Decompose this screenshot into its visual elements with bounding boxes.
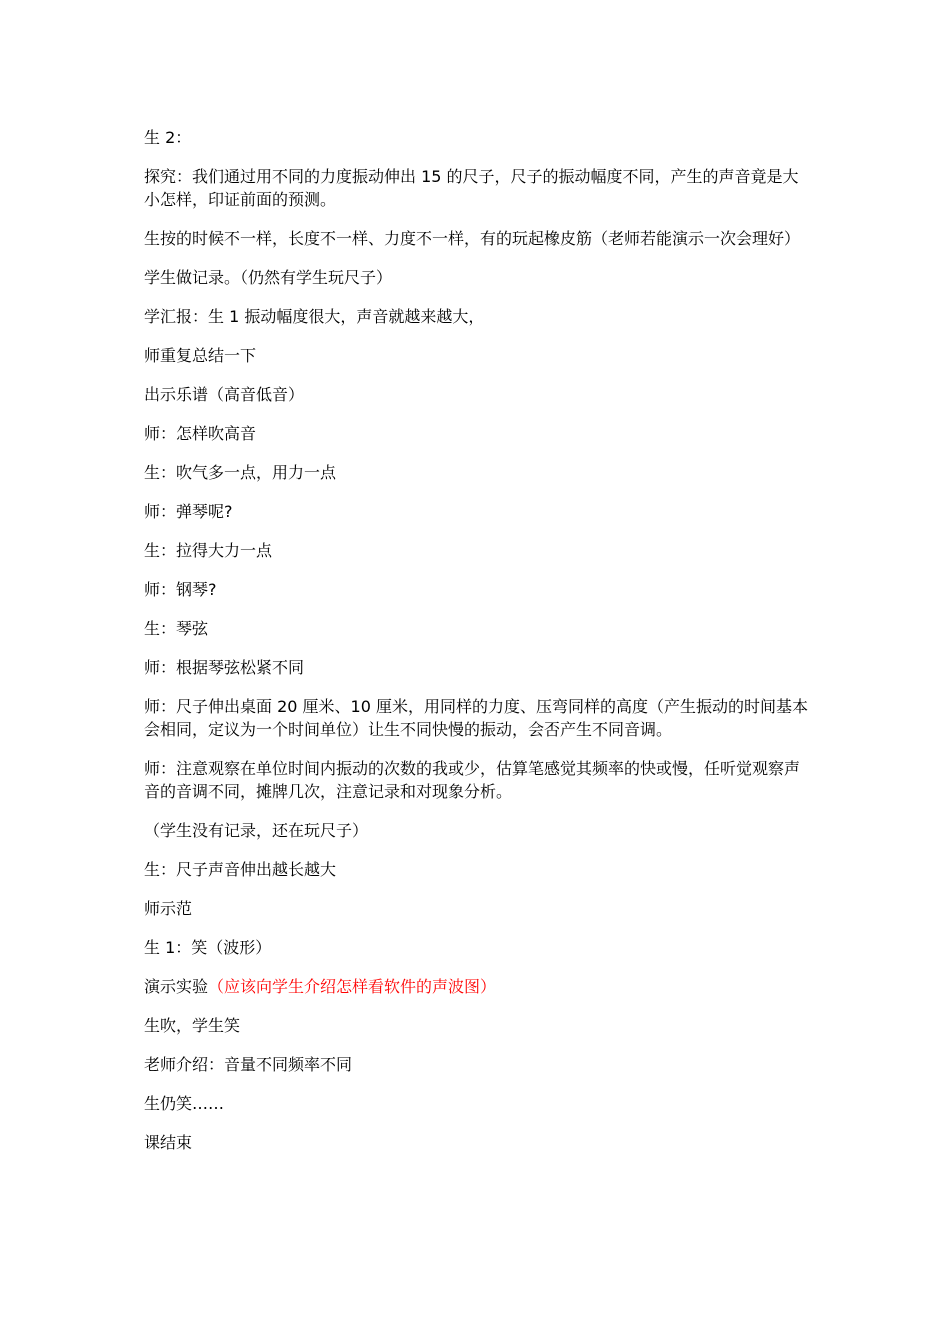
paragraph: 师：根据琴弦松紧不同 (144, 658, 305, 677)
paragraph: 师：注意观察在单位时间内振动的次数的我或少，估算笔感觉其频率的快或慢，任听觉观察声音的音调不同，摊牌几次，注意记录和对现象分析。 (144, 759, 801, 801)
paragraph: 师：怎样吹高音 (144, 424, 257, 443)
paragraph: 学汇报：生 1 振动幅度很大，声音就越来越大， (144, 307, 485, 326)
paragraph: 生：尺子声音伸出越长越大 (144, 860, 337, 879)
paragraph: 生仍笑…… (144, 1094, 225, 1113)
paragraph: 师重复总结一下 (144, 346, 257, 365)
document-body (144, 126, 809, 1170)
paragraph: 课结束 (144, 1133, 193, 1152)
paragraph: 出示乐谱（高音低音） (144, 385, 305, 404)
paragraph: 生 1：笑（波形） (144, 938, 272, 957)
paragraph: 师：尺子伸出桌面 20 厘米、10 厘米，用同样的力度、压弯同样的高度（产生振动的时间基本会相同，定议为一个时间单位）让生不同快慢的振动，会否产生不同音调。 (144, 697, 808, 739)
paragraph: 探究：我们通过用不同的力度振动伸出 15 的尺子，尺子的振动幅度不同，产生的声音竟是大小怎样，印证前面的预测。 (144, 167, 799, 209)
paragraph: 生：拉得大力一点 (144, 541, 273, 560)
paragraph: 生 2： (144, 128, 192, 147)
red-annotation: （应该向学生介绍怎样看软件的声波图） (208, 977, 497, 996)
paragraph: 学生做记录。（仍然有学生玩尺子） (144, 268, 393, 287)
paragraph: 师：弹琴呢? (144, 502, 233, 521)
paragraph: 师示范 (144, 899, 193, 918)
paragraph: （学生没有记录，还在玩尺子） (144, 821, 369, 840)
paragraph: 生吹，学生笑 (144, 1016, 241, 1035)
paragraph: 师：钢琴? (144, 580, 217, 599)
paragraph: 生按的时候不一样，长度不一样、力度不一样，有的玩起橡皮筋（老师若能演示一次会理好） (144, 229, 801, 248)
paragraph-text: 演示实验 (144, 977, 209, 996)
paragraph: 生：琴弦 (144, 619, 209, 638)
paragraph: 老师介绍：音量不同频率不同 (144, 1055, 353, 1074)
paragraph: 生：吹气多一点，用力一点 (144, 463, 337, 482)
paragraph-with-note (144, 975, 809, 998)
